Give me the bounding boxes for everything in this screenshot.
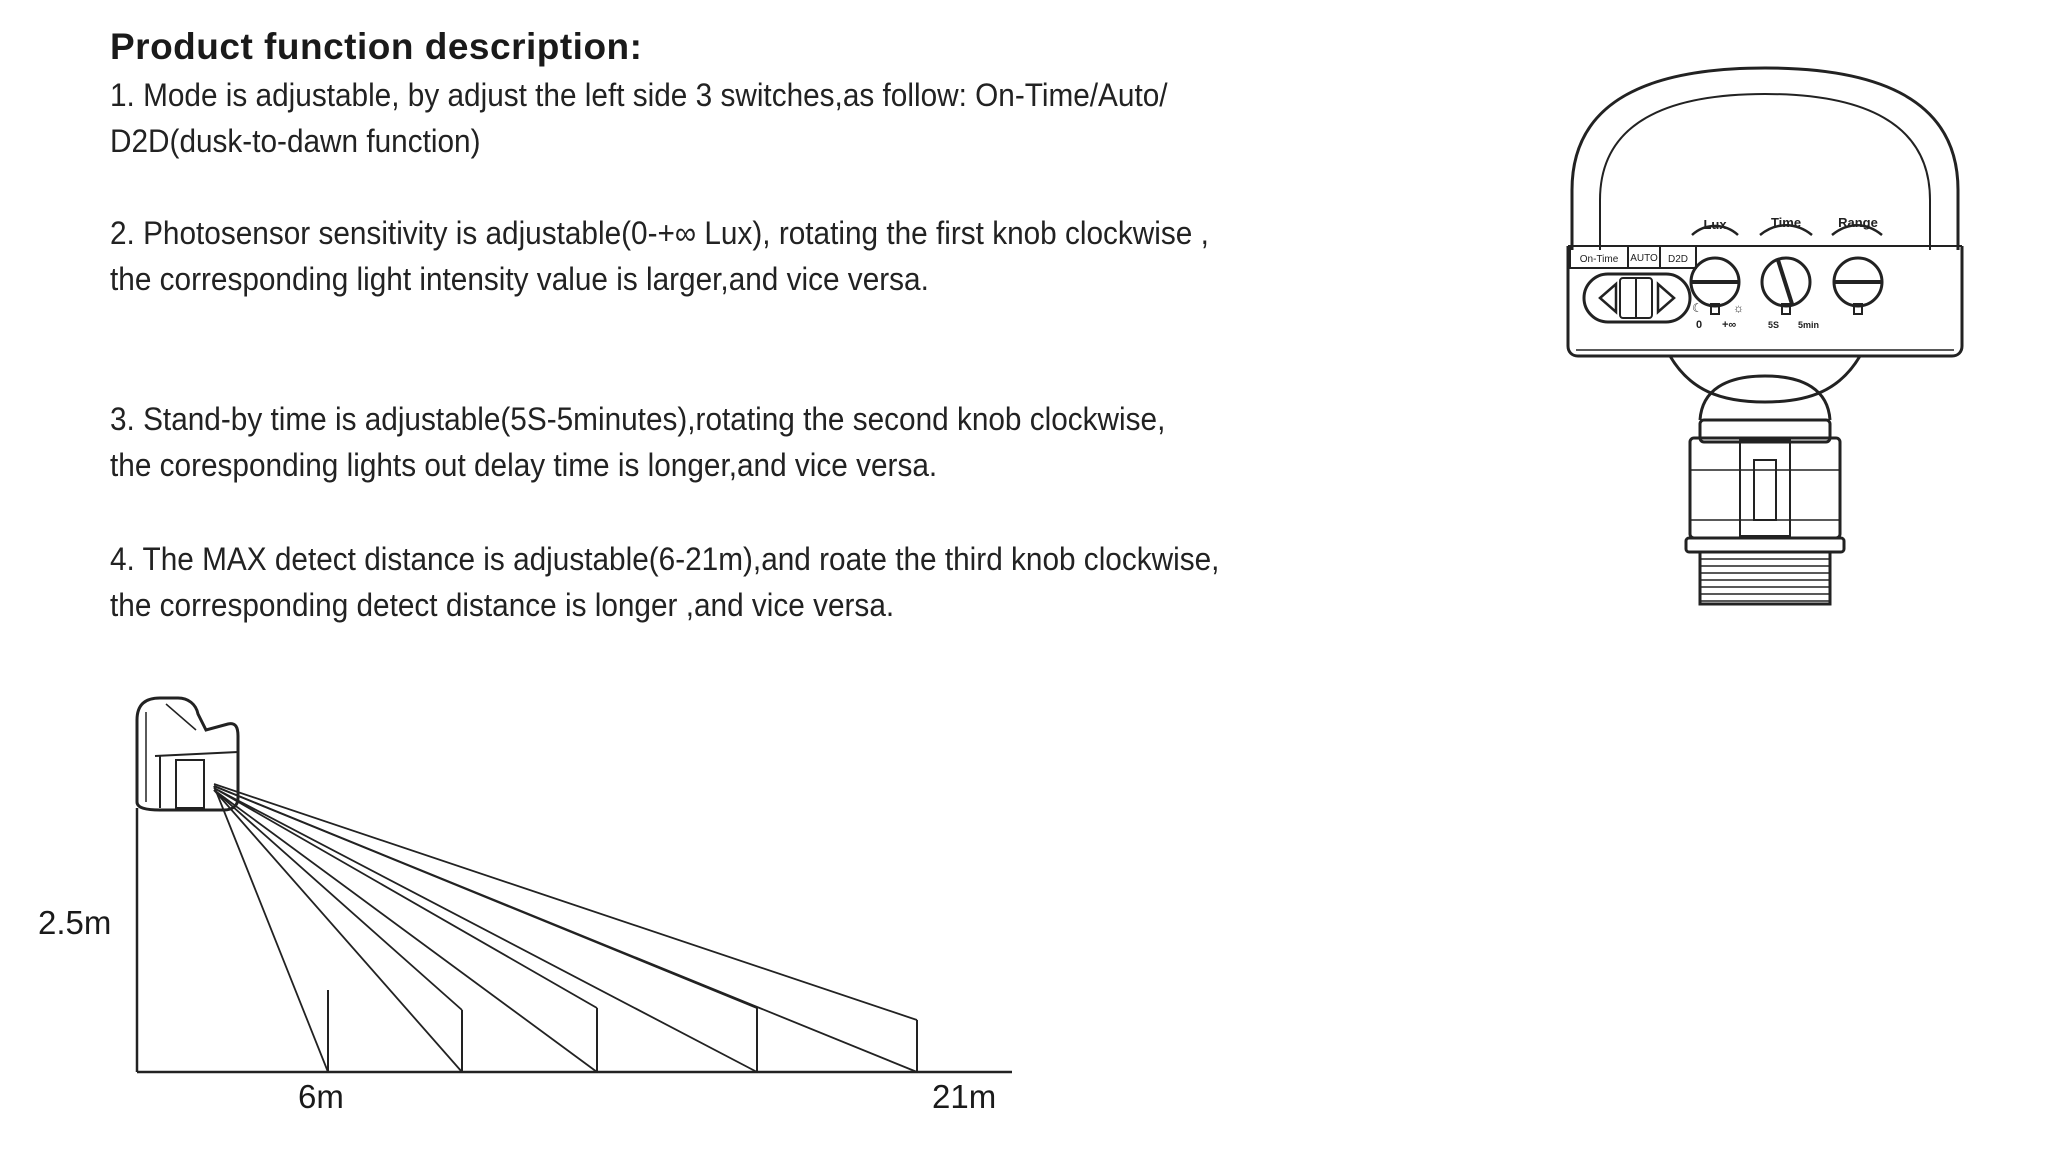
range-knob (1832, 225, 1882, 314)
switch-label-auto: AUTO (1630, 253, 1658, 264)
sensor-device-drawing (1540, 60, 1990, 620)
item-photosensor (110, 210, 1209, 302)
item-line: the corresponding detect distance is longer ,and vice versa. (110, 587, 895, 623)
item-line: D2D(dusk-to-dawn function) (110, 123, 481, 159)
switch-label-d2d: D2D (1667, 254, 1689, 265)
section-heading: Product function description: (110, 26, 643, 67)
item-line: the corresponding light intensity value is larger,and vice versa. (110, 261, 929, 297)
item-mode (110, 72, 1168, 164)
max-distance-label: 21m (932, 1078, 997, 1115)
sensor-thread (1700, 552, 1830, 604)
item-line: 4. The MAX detect distance is adjustable(6-21m),and roate the third knob clockwise, (110, 541, 1220, 577)
moon-icon: ☾ (1692, 301, 1703, 315)
detection-coverage-diagram (0, 690, 1040, 1130)
detection-beams (214, 784, 917, 1072)
sensor-mount (1690, 438, 1840, 538)
mount-height-label: 2.5m (38, 904, 112, 941)
item-standby-time (110, 396, 1165, 488)
time-scale-max: 5min (1798, 320, 1820, 330)
sun-icon: ☼ (1733, 301, 1744, 315)
knob-label-lux: Lux (1703, 217, 1727, 232)
sensor-neck (1670, 356, 1860, 402)
item-line: 2. Photosensor sensitivity is adjustable(0-+∞ Lux), rotating the first knob clockwise , (110, 215, 1209, 251)
switch-label-on-time: On-Time (1579, 254, 1619, 265)
sensor-dome-outer (1572, 68, 1958, 250)
time-scale-min: 5S (1768, 320, 1780, 330)
item-detect-distance (110, 536, 1219, 628)
item-line: 1. Mode is adjustable, by adjust the left side 3 switches,as follow: On-Time/Auto/ (110, 77, 1168, 113)
knob-label-time: Time (1770, 215, 1802, 230)
min-distance-label: 6m (298, 1078, 344, 1115)
knob-label-range: Range (1838, 215, 1878, 230)
item-line: 3. Stand-by time is adjustable(5S-5minutes),rotating the second knob clockwise, (110, 401, 1166, 437)
sensor-dome-inner (1600, 94, 1930, 250)
lux-scale-max: +∞ (1722, 319, 1737, 331)
lux-scale-min: 0 (1696, 319, 1703, 331)
item-line: the coresponding lights out delay time is longer,and vice versa. (110, 447, 938, 483)
time-knob (1760, 225, 1812, 314)
